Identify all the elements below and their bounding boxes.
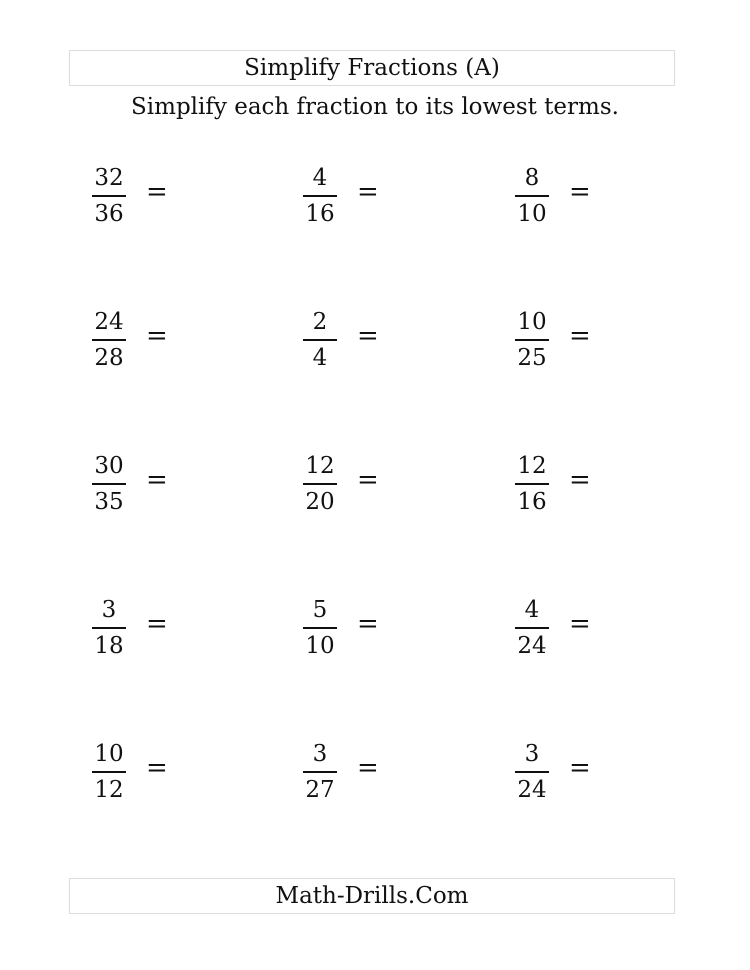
fraction-bar [303,771,337,773]
denominator: 20 [305,488,335,515]
fraction [297,307,343,373]
worksheet-instructions: Simplify each fraction to its lowest terms. [131,94,619,120]
denominator: 36 [94,200,124,227]
numerator: 32 [94,165,124,191]
fraction [297,595,343,661]
denominator: 4 [312,344,328,371]
numerator: 2 [312,309,328,335]
fraction-problem-6 [509,307,629,377]
equals-sign: = [357,321,379,351]
numerator: 4 [312,165,328,191]
denominator: 25 [517,344,547,371]
denominator: 16 [517,488,547,515]
fraction-problem-9 [509,451,629,521]
fraction-bar [92,339,126,341]
numerator: 24 [94,309,124,335]
fraction-problem-7 [86,451,206,521]
numerator: 10 [94,741,124,767]
fraction [509,307,555,373]
fraction-bar [515,483,549,485]
equals-sign: = [357,465,379,495]
fraction [86,739,132,805]
denominator: 24 [517,632,547,659]
fraction [509,163,555,229]
denominator: 24 [517,776,547,803]
fraction [86,595,132,661]
fraction-problem-14 [297,739,417,809]
denominator: 18 [94,632,124,659]
denominator: 27 [305,776,335,803]
fraction-problem-5 [297,307,417,377]
equals-sign: = [357,609,379,639]
fraction-bar [303,483,337,485]
numerator: 5 [312,597,328,623]
fraction-problem-13 [86,739,206,809]
denominator: 16 [305,200,335,227]
fraction [297,163,343,229]
worksheet-title: Simplify Fractions (A) [69,50,675,86]
fraction-problem-1 [86,163,206,233]
equals-sign: = [569,753,591,783]
fraction-bar [92,771,126,773]
fraction [297,739,343,805]
numerator: 12 [305,453,335,479]
fraction-bar [515,195,549,197]
fraction [509,739,555,805]
numerator: 8 [524,165,540,191]
equals-sign: = [146,753,168,783]
fraction-problem-11 [297,595,417,665]
fraction-bar [92,195,126,197]
equals-sign: = [357,753,379,783]
fraction-problem-15 [509,739,629,809]
equals-sign: = [569,609,591,639]
fraction [509,595,555,661]
denominator: 10 [305,632,335,659]
fraction-problem-12 [509,595,629,665]
equals-sign: = [569,321,591,351]
numerator: 3 [524,741,540,767]
fraction [86,451,132,517]
fraction-problem-2 [297,163,417,233]
equals-sign: = [357,177,379,207]
numerator: 3 [312,741,328,767]
equals-sign: = [146,609,168,639]
fraction-problem-3 [509,163,629,233]
fraction-bar [515,339,549,341]
equals-sign: = [146,321,168,351]
equals-sign: = [569,465,591,495]
equals-sign: = [146,465,168,495]
fraction-bar [515,627,549,629]
fraction [86,307,132,373]
fraction-bar [92,483,126,485]
fraction-problem-10 [86,595,206,665]
numerator: 12 [517,453,547,479]
fraction [297,451,343,517]
equals-sign: = [146,177,168,207]
denominator: 28 [94,344,124,371]
fraction-bar [303,195,337,197]
fraction-bar [303,339,337,341]
fraction-problem-8 [297,451,417,521]
numerator: 10 [517,309,547,335]
fraction-bar [92,627,126,629]
denominator: 12 [94,776,124,803]
denominator: 10 [517,200,547,227]
fraction [509,451,555,517]
footer-site-name: Math-Drills.Com [69,878,675,914]
numerator: 4 [524,597,540,623]
numerator: 30 [94,453,124,479]
fraction-bar [515,771,549,773]
fraction-problem-4 [86,307,206,377]
fraction [86,163,132,229]
numerator: 3 [101,597,117,623]
equals-sign: = [569,177,591,207]
fraction-bar [303,627,337,629]
denominator: 35 [94,488,124,515]
